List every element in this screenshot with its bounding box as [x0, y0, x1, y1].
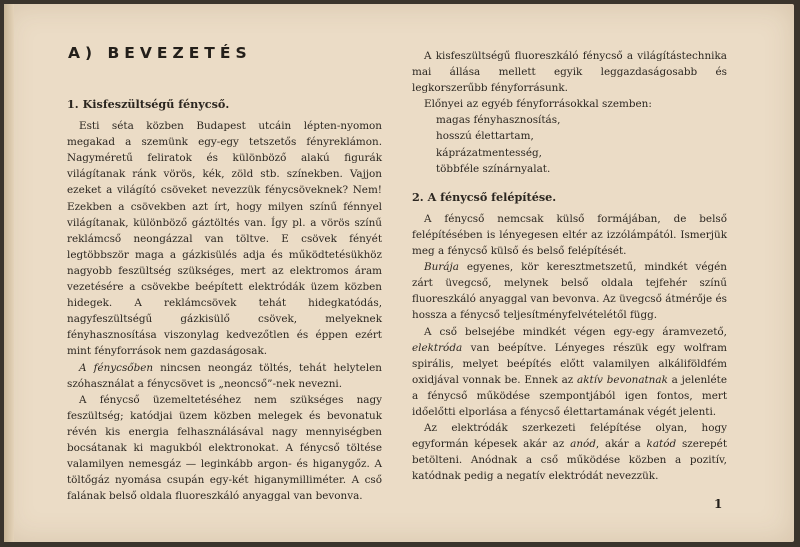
paragraph: Előnyei az egyéb fényforrásokkal szemben: [424, 98, 652, 111]
page-number: 1 [714, 497, 723, 511]
paragraph [412, 259, 727, 323]
paragraph: A fénycső nemcsak külső formájában, de belső felépítésében is lényegesen eltér az izzólámpától. Ismerjük meg a fénycső külső és belső felépítését. [412, 212, 727, 258]
paragraph-text: Az elektródák szerkezeti felépítése olyan, hogy egyformán képesek akár az [412, 422, 727, 451]
paragraph-text: szerepét betölteni. Anódnak a cső működése közben a pozitív, katódnak pedig a negatív elektródát nevezzük. [412, 438, 727, 483]
paragraph-text: , akár a [595, 438, 647, 451]
emphasis-text: elektróda [412, 341, 463, 354]
paragraph [412, 420, 727, 484]
emphasis-text: anód [570, 438, 596, 451]
emphasis-text: Burája [424, 261, 459, 274]
paragraph: Esti séta közben Budapest utcáin lépten-nyomon megakad a szemünk egy-egy tetszetős fényreklámon. Nagyméretű feliratok és különböző alakú figurák világítanak ránk vörös, kék, zöld stb. színekben. Vajjon ezeket a világító csöveket nevezzük fénycsöveknek? Nem! Ezekben a csövekben azt írt, hogy milyen színű fénnyel világítanak, különböző gáztöltés van. Így pl. a vörös színű reklámcső neongázzal van töltve. E csövek fényét legtöbbször maga a gázkisülés adja és működtetésükhöz nagyobb feszültség szükséges, mert az elektromos áram vezetésére a csövekbe beépített elektródák üzem közben hidegek. A reklámcsövek tehát hidegkatódás, nagyfeszültségű gázkisülő csövek, melyeknek fényhasznosítása viszonylag kedvezőtlen és éppen ezért mint fényforrások nem gazdaságosak. [67, 120, 382, 358]
advantages-list [412, 112, 727, 176]
paragraph-text: a jelenléte a fénycső működése szempontjából igen fontos, mert időelőtti elporlása a fénycső élettartamának végét jelenti. [412, 373, 727, 418]
page-title: A) BEVEZETÉS [68, 44, 252, 62]
list-item: káprázatmentesség, [436, 146, 542, 159]
list-item: magas fényhasznosítás, [436, 114, 561, 127]
paragraph-text: egyenes, kör keresztmetszetű, mindkét végén zárt üvegcső, melynek belső oldala tejfehér színű fluoreszkáló anyaggal van bevonva. Az üvegcső átmérője és hossza a fénycső teljesítményfelvételétől függ. [412, 261, 727, 322]
right-column [412, 48, 727, 484]
list-item: többféle színárnyalat. [436, 162, 551, 175]
paragraph: A kisfeszültségű fluoreszkáló fénycső a világítástechnika mai állása mellett egyik leggazdaságosabb és legkorszerűbb fényforrásunk. [412, 50, 727, 95]
emphasis-text: A fénycsőben [79, 361, 154, 374]
paragraph [67, 360, 382, 392]
left-column [67, 96, 382, 504]
paragraph [412, 324, 727, 421]
emphasis-text: katód [646, 438, 677, 451]
section-heading-2: 2. A fénycső felépítése. [412, 189, 557, 204]
list-item: hosszú élettartam, [436, 130, 534, 143]
paragraph-text: nincsen neongáz töltés, tehát helytelen szóhasználat a fénycsövet is „neoncső”-nek nevezni. [67, 361, 382, 390]
paragraph-text: A cső belsejébe mindkét végen egy-egy áramvezető, [424, 325, 727, 338]
emphasis-text: aktív bevonatnak [577, 373, 668, 386]
paragraph-text: van beépítve. Lényeges részük egy wolfram spirális, melyet beépítés előtt valamilyen alkáliföldfém oxidjával vonnak be. Ennek az [412, 341, 727, 386]
section-heading-1: 1. Kisfeszültségű fénycső. [67, 97, 230, 111]
paragraph: A fénycső üzemeltetéséhez nem szükséges nagy feszültség; katódjai üzem közben melegek és bevonatuk révén kis energia felhasználásával nagy mennyiségben bocsátanak ki magukból elektronokat. A fénycső töltése valamilyen nemesgáz — leginkább argon- és higanygőz. A töltőgáz nyomása csupán egy-két higanymilliméter. A cső falának belső oldala fluoreszkáló anyaggal van bevonva. [67, 393, 382, 503]
book-spine [4, 4, 14, 542]
